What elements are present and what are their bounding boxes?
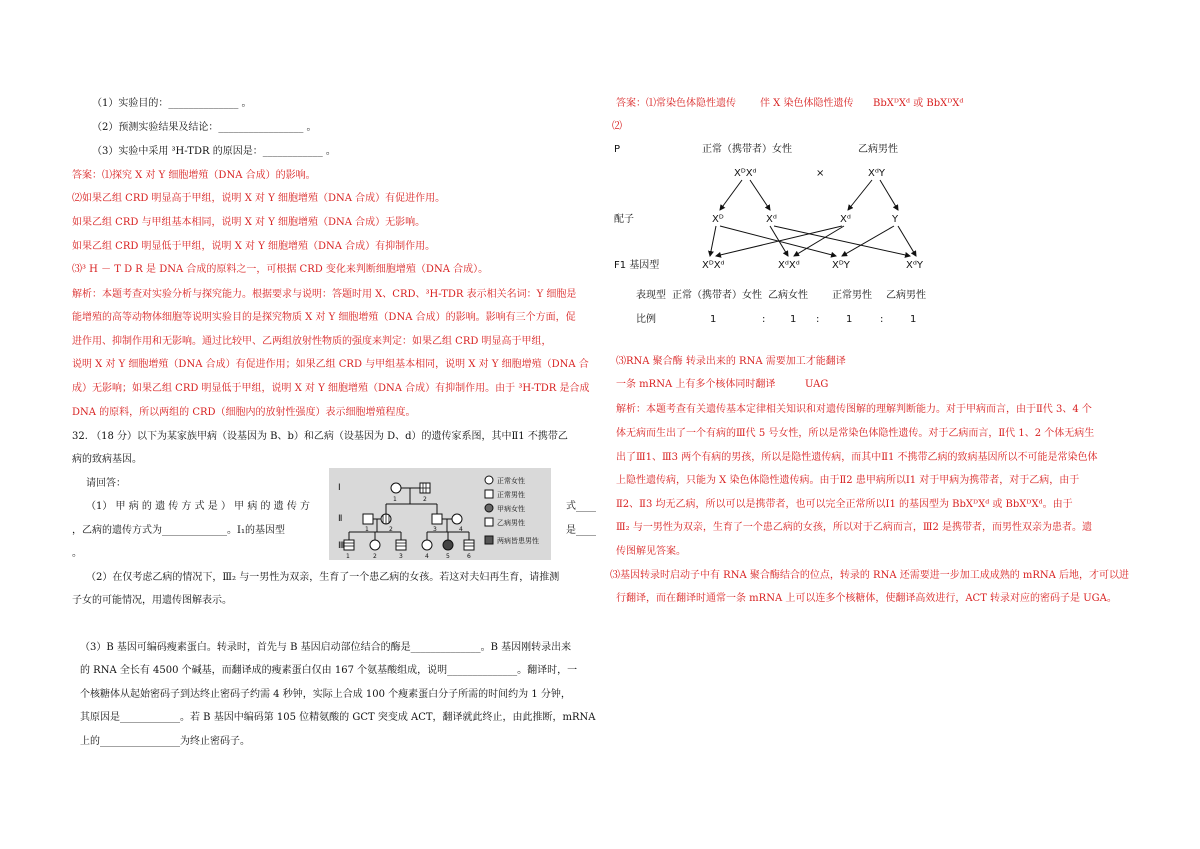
diagram-cross-symbol: × [816, 168, 825, 179]
arrow-male-to-gamete-3 [848, 180, 872, 210]
pedigree-num-II4: 4 [459, 526, 463, 533]
arrow-g3-f1-1 [716, 226, 842, 256]
question-32-part3-a: （3）B 基因可编码瘦素蛋白。转录时，首先与 B 基因启动部位结合的酶是______________。B 基因刚转录出来 [80, 642, 572, 653]
diagram-parent-female-genotype: XᴰXᵈ [734, 168, 757, 179]
diagram-gamete-4: Y [892, 214, 899, 225]
arrow-g4-f1-4 [898, 226, 916, 256]
diagram-ratio-sep-3: : [880, 314, 884, 325]
diagram-gamete-label: 配子 [614, 214, 634, 225]
arrow-g4-f1-3 [842, 226, 894, 256]
answer-1: 答案：⑴探究 X 对 Y 细胞增殖（DNA 合成）的影响。 [72, 170, 316, 181]
answer-2b: 如果乙组 CRD 与甲组基本相同，说明 X 对 Y 细胞增殖（DNA 合成）无影响。 [72, 217, 426, 228]
pedigree-num-III1: 1 [346, 553, 350, 560]
question-32-line-2: 病的致病基因。 [72, 454, 142, 465]
explanation-line-1: 解析：本题考查对实验分析与探究能力。根据要求与说明：答题时用 X、CRD、³H-TDR 表示相关名词：Y 细胞是 [72, 289, 577, 300]
generation-I: Ⅰ [338, 483, 341, 493]
individual-II3 [432, 514, 442, 524]
question-32-part1-b-end: 是____ [566, 525, 596, 536]
diagram-ratio-sep-2: : [816, 314, 820, 325]
individual-II1 [363, 514, 373, 524]
arrow-g1-f1-1 [710, 226, 716, 256]
arrow-female-to-gamete-2 [750, 180, 770, 210]
individual-III4 [422, 540, 432, 550]
pedigree-num-III3: 3 [399, 553, 403, 560]
right-answer-3-b: 一条 mRNA 上有多个核体同时翻译 [616, 379, 776, 390]
diagram-f1-2: XᵈXᵈ [778, 260, 800, 271]
right-explanation-2: 体无病而生出了一个有病的Ⅲ代 5 号女性，所以是常染色体隐性遗传。对于乙病而言，Ⅱ代 1、2 个体无病生 [616, 428, 1095, 439]
question-32-ask: 请回答： [86, 478, 126, 489]
right-explanation-6: Ⅲ₂ 与一男性为双亲，生育了一个患乙病的女孩，所以对于乙病而言，Ⅲ2 是携带者，而男性双亲为患者。遗 [616, 522, 1093, 533]
diagram-gamete-2: Xᵈ [766, 214, 777, 225]
legend-disease-a-female: 甲病女性 [497, 505, 525, 513]
pedigree-num-II3: 3 [433, 526, 437, 533]
question-32-part1-b: ，乙病的遗传方式为_____________。I₁的基因型 [72, 525, 285, 536]
legend-both-diseases-male: 两病皆患男性 [497, 537, 539, 545]
diagram-f1-1: XᴰXᵈ [702, 260, 725, 271]
individual-III5 [443, 540, 453, 550]
genetic-cross-diagram [610, 138, 950, 328]
diagram-ratio-4: 1 [910, 314, 917, 325]
generation-II: Ⅱ [338, 514, 343, 524]
diagram-phenotype-label: 表现型 [636, 290, 666, 301]
diagram-gamete-1: Xᴰ [712, 214, 724, 225]
individual-II4 [452, 514, 462, 524]
pedigree-num-II2: 2 [389, 526, 393, 533]
diagram-phenotype-3: 正常男性 [832, 290, 872, 301]
diagram-parent-female: 正常（携带者）女性 [702, 144, 792, 155]
generation-III: Ⅲ [338, 541, 345, 551]
pedigree-num-III2: 2 [373, 553, 377, 560]
explanation-line-6: DNA 的原料，所以两组的 CRD（细胞内的放射性强度）表示细胞增殖程度。 [72, 407, 416, 418]
explanation-line-3: 进作用、抑制作用和无影响。通过比较甲、乙两组放射性物质的强度来判定：如果乙组 CRD 明显高于甲组， [72, 336, 552, 347]
legend-normal-female: 正常女性 [497, 477, 525, 485]
right-answer-3-a: ⑶RNA 聚合酶 转录出来的 RNA 需要加工才能翻译 [616, 356, 846, 367]
diagram-f1-4: XᵈY [906, 260, 924, 271]
question-32-line-1: 32. （18 分）以下为某家族甲病（设基因为 B、b）和乙病（设基因为 D、d）的遗传家系图，其中Ⅱ1 不携带乙 [72, 431, 568, 442]
arrow-female-to-gamete-1 [720, 180, 742, 210]
right-explanation-7: 传图解见答案。 [616, 546, 686, 557]
legend-disease-b-male: 乙病男性 [497, 519, 525, 527]
individual-I1 [391, 483, 401, 493]
individual-III6 [464, 540, 474, 550]
legend-both-diseases-male-symbol [485, 536, 493, 544]
question-32-part2-b: 子女的可能情况，用遗传图解表示。 [72, 595, 232, 606]
right-answer-1-a: 答案：⑴常染色体隐性遗传 [616, 98, 736, 109]
pedigree-num-I1: 1 [393, 496, 397, 503]
individual-III3 [396, 540, 406, 550]
explanation-line-4: 说明 X 对 Y 细胞增殖（DNA 合成）有促进作用；如果乙组 CRD 与甲组基本相同，说明 X 对 Y 细胞增殖（DNA 合 [72, 359, 589, 370]
diagram-ratio-1: 1 [710, 314, 717, 325]
right-explanation-5: Ⅱ2、Ⅱ3 均无乙病，所以可以是携带者，也可以完全正常所以Ⅰ1 的基因型为 BbXᴰXᵈ 或 BbXᴰXᵈ。由于 [616, 499, 1073, 510]
answer-3: ⑶³ H － T D R 是 DNA 合成的原料之一，可根据 CRD 变化来判断细胞增殖（DNA 合成）。 [72, 264, 489, 275]
question-32-part3-d: 其原因是____________。若 B 基因中编码第 105 位精氨酸的 GCT 突变成 ACT，翻译就此终止，由此推断，mRNA [80, 712, 596, 723]
diagram-parent-male-genotype: XᵈY [868, 168, 886, 179]
question-32-part3-e: 上的________________为终止密码子。 [80, 736, 250, 747]
answer-2a: ⑵如果乙组 CRD 明显高于甲组，说明 X 对 Y 细胞增殖（DNA 合成）有促进作用。 [72, 193, 446, 204]
right-answer-1-c: BbXᴰXᵈ 或 BbXᴰXᵈ [873, 98, 964, 109]
legend-normal-female-symbol [485, 476, 493, 484]
diagram-f1-3: XᴰY [832, 260, 850, 271]
question-32-part3-c: 个核糖体从起始密码子到达终止密码子约需 4 秒钟，实际上合成 100 个瘦素蛋白分子所需的时间约为 1 分钟， [80, 689, 571, 700]
right-answer-2-label: ⑵ [612, 121, 622, 132]
diagram-parent-male: 乙病男性 [858, 144, 898, 155]
diagram-ratio-3: 1 [846, 314, 853, 325]
diagram-phenotype-1: 正常（携带者）女性 [672, 290, 762, 301]
diagram-f1-label: F1 基因型 [614, 260, 660, 271]
diagram-p-label: P [614, 144, 621, 155]
q-aim: （1）实验目的：______________ 。 [92, 98, 252, 109]
pedigree-figure [329, 468, 551, 560]
diagram-ratio-2: 1 [790, 314, 797, 325]
diagram-phenotype-2: 乙病女性 [768, 290, 808, 301]
legend-normal-male: 正常男性 [497, 491, 525, 499]
legend-normal-male-symbol [485, 490, 493, 498]
question-32-part3-b: 的 RNA 全长有 4500 个碱基，而翻译成的瘦素蛋白仅由 167 个氨基酸组成，说明______________。翻译时，一 [80, 665, 578, 676]
explanation-line-5: 成）无影响；如果乙组 CRD 明显低于甲组，说明 X 对 Y 细胞增殖（DNA 合成）有抑制作用。由于 ³H-TDR 是合成 [72, 383, 590, 394]
individual-III1 [344, 540, 354, 550]
right-explanation-9: 行翻译，而在翻译时通常一条 mRNA 上可以连多个核糖体，使翻译高效进行，ACT 转录对应的密码子是 UGA。 [616, 593, 1117, 604]
right-explanation-8: ⑶基因转录时启动子中有 RNA 聚合酶结合的位点，转录的 RNA 还需要进一步加工成成熟的 mRNA 后地，才可以进 [610, 570, 1130, 581]
legend-disease-a-female-symbol [485, 504, 493, 512]
pedigree-num-III5: 5 [446, 553, 450, 560]
right-explanation-3: 出了Ⅲ1、Ⅲ3 两个有病的男孩，所以是隐性遗传病，而其中Ⅱ1 不携带乙病的致病基因所以不可能是常染色体 [616, 452, 1098, 463]
individual-III2 [370, 540, 380, 550]
q-reason: （3）实验中采用 ³H-TDR 的原因是：____________ 。 [92, 146, 336, 157]
diagram-ratio-sep-1: : [762, 314, 766, 325]
diagram-phenotype-4: 乙病男性 [886, 290, 926, 301]
legend-disease-b-male-symbol [485, 518, 493, 526]
pedigree-num-III4: 4 [425, 553, 429, 560]
pedigree-num-II1: 1 [365, 526, 369, 533]
right-answer-1-b: 伴 X 染色体隐性遗传 [760, 98, 854, 109]
answer-2c: 如果乙组 CRD 明显低于甲组，说明 X 对 Y 细胞增殖（DNA 合成）有抑制作用。 [72, 241, 436, 252]
right-explanation-1: 解析：本题考查有关遗传基本定律相关知识和对遗传图解的理解判断能力。对于甲病而言，由于Ⅱ代 3、4 个 [616, 404, 1092, 415]
q-predict: （2）预测实验结果及结论：_________________ 。 [92, 122, 317, 133]
right-answer-3-uag: UAG [805, 379, 829, 390]
arrow-male-to-gamete-4 [880, 180, 898, 210]
question-32-part1-a-end: 式____ [566, 501, 596, 512]
arrow-g2-f1-4 [774, 226, 910, 256]
diagram-gamete-3: Xᵈ [840, 214, 851, 225]
diagram-ratio-label: 比例 [636, 314, 656, 325]
question-32-part1-a: （1） 甲 病 的 遗 传 方 式 是 ） 甲 病 的 遗 传 方 [86, 501, 311, 512]
question-32-part2-a: （2）在仅考虑乙病的情况下，Ⅲ₂ 与一男性为双亲，生育了一个患乙病的女孩。若这对夫妇再生育，请推测 [86, 572, 560, 583]
pedigree-num-I2: 2 [423, 496, 427, 503]
pedigree-num-III6: 6 [467, 553, 471, 560]
right-explanation-4: 上隐性遗传病，只能为 X 染色体隐性遗传病。由于Ⅱ2 患甲病所以Ⅰ1 对于甲病为携带者，对于乙病，由于 [616, 475, 1080, 486]
explanation-line-2: 能增殖的高等动物体细胞等说明实验目的是探究物质 X 对 Y 细胞增殖（DNA 合成）的影响。影响有三个方面，促 [72, 312, 576, 323]
question-32-part1-c: 。 [72, 548, 82, 559]
